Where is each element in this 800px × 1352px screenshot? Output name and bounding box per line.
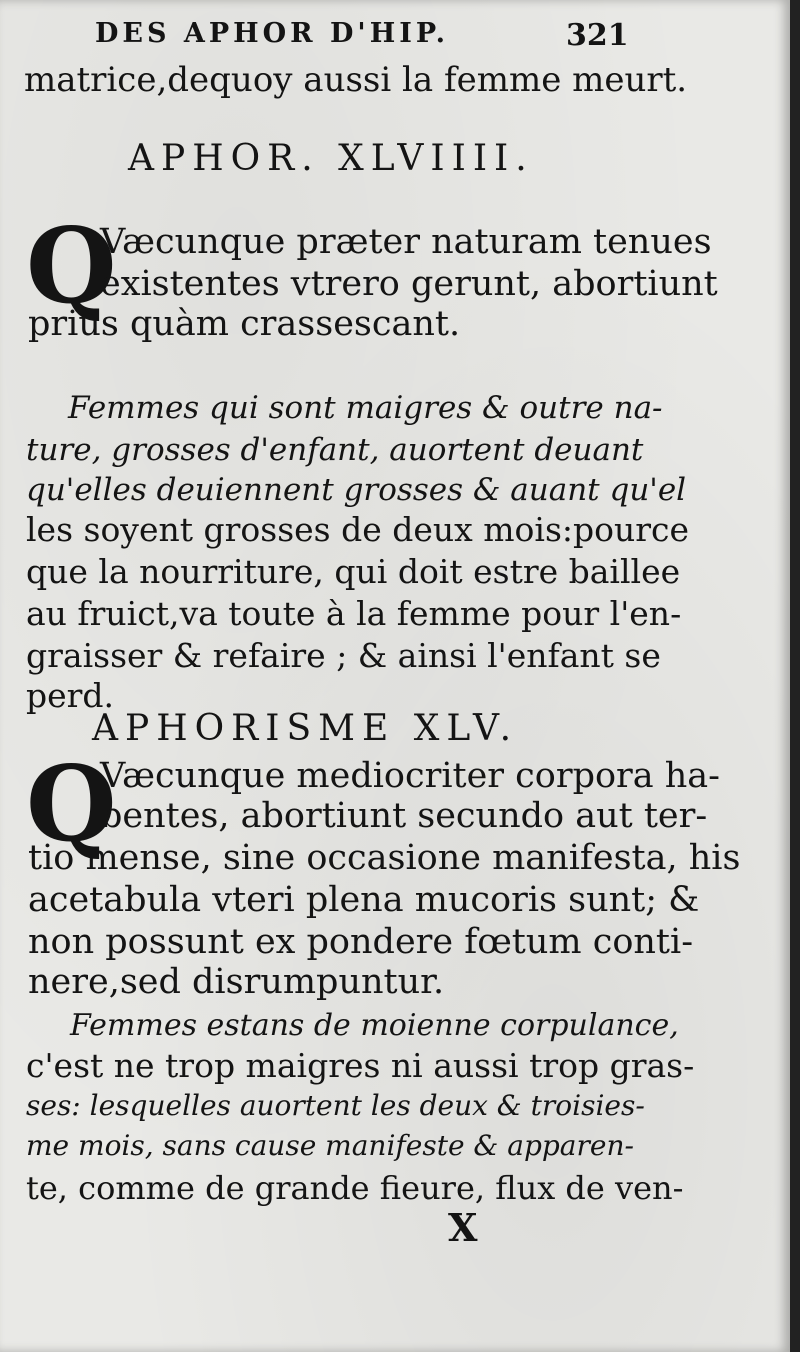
french-line: qu'elles deuiennent grosses & auant qu'el [26, 472, 687, 508]
french-line: c'est ne trop maigres ni aussi trop gras- [26, 1046, 695, 1085]
french-line: te, comme de grande fieure, flux de ven- [26, 1169, 684, 1207]
aphorism-heading-45: APHORISME XLV. [92, 708, 519, 749]
french-line: me mois, sans cause manifeste & apparen- [26, 1129, 634, 1162]
latin-line: existentes vtrero gerunt, abortiunt [100, 264, 718, 304]
latin-line: tio mense, sine occasione manifesta, his [28, 838, 741, 878]
french-line: graisser & refaire ; & ainsi l'enfant se [26, 636, 661, 675]
page-number: 321 [566, 18, 629, 53]
catchword-signature: X [448, 1205, 478, 1250]
french-line: les soyent grosses de deux mois:pource [26, 510, 690, 549]
french-line: au fruict,va toute à la femme pour l'en- [26, 594, 682, 633]
latin-line: bentes, abortiunt secundo aut ter- [100, 796, 708, 836]
latin-line: Væcunque præter naturam tenues [100, 222, 712, 262]
french-line: Femmes qui sont maigres & outre na- [68, 390, 663, 426]
page-edge-shadow [790, 0, 800, 1352]
french-line: que la nourriture, qui doit estre baillee [26, 552, 681, 591]
latin-line: nere,sed disrumpuntur. [28, 962, 445, 1002]
latin-line: priùs quàm crassescant. [28, 304, 461, 344]
aphorism-heading-48: APHOR. XLVIIII. [128, 138, 534, 179]
drop-cap-q-45: Q [26, 742, 117, 865]
latin-line: non possunt ex pondere fœtum conti- [28, 922, 694, 962]
french-line: perd. [26, 676, 115, 715]
continuation-line: matrice,dequoy aussi la femme meurt. [24, 60, 688, 100]
french-line: Femmes estans de moienne corpulance, [70, 1008, 679, 1043]
french-line: ture, grosses d'enfant, auortent deuant [26, 432, 644, 468]
latin-line: acetabula vteri plena mucoris sunt; & [28, 880, 700, 920]
latin-line: Væcunque mediocriter corpora ha- [100, 756, 721, 796]
drop-cap-q-48: Q [26, 204, 117, 327]
french-line: ses: lesquelles auortent les deux & troisies- [26, 1089, 645, 1122]
running-head: DES APHOR D'HIP. [95, 18, 450, 49]
